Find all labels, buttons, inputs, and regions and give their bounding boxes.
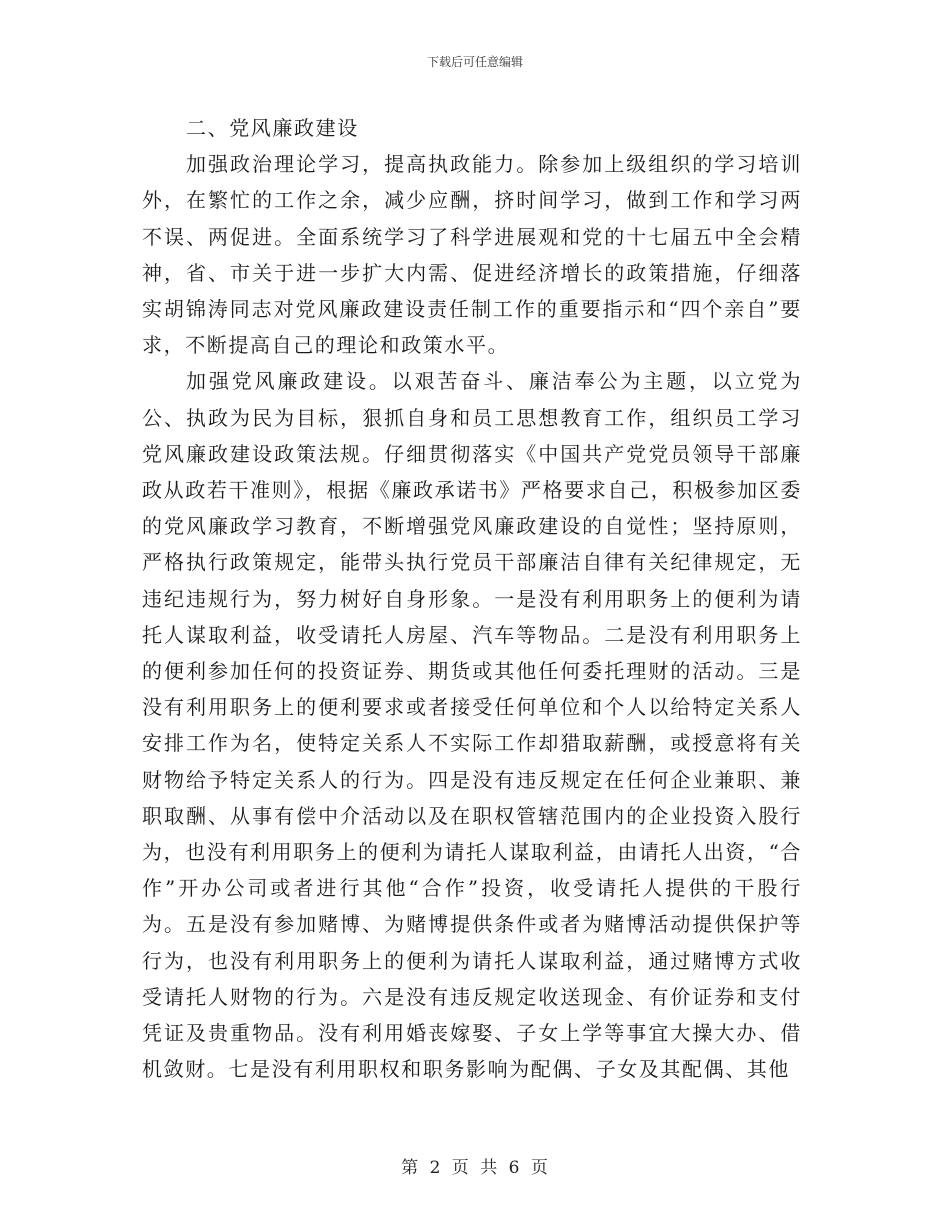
paragraph-party-conduct: 加强党风廉政建设。以艰苦奋斗、廉洁奉公为主题，以立党为公、执政为民为目标，狠抓自身和员工思想教育工作，组织员工学习党风廉政建设政策法规。仔细贯彻落实《中国共产党党员领导干部廉政从政若干准则》，根据《廉政承诺书》严格要求自己，积极参加区委的党风廉政学习教育，不断增强党风廉政建设的自觉性；坚持原则，严格执行政策规定，能带头执行党员干部廉洁自律有关纪律规定，无违纪违规行为，努力树好自身形象。一是没有利用职务上的便利为请托人谋取利益，收受请托人房屋、汽车等物品。二是没有利用职务上的便利参加任何的投资证券、期货或其他任何委托理财的活动。三是没有利用职务上的便利要求或者接受任何单位和个人以给特定关系人安排工作为名，使特定关系人不实际工作却猎取薪酬，或授意将有关财物给予特定关系人的行为。四是没有违反规定在任何企业兼职、兼职取酬、从事有偿中介活动以及在职权管辖范围内的企业投资入股行为，也没有利用职务上的便利为请托人谋取利益，由请托人出资，“合作”开办公司或者进行其他“合作”投资，收受请托人提供的干股行为。五是没有参加赌博、为赌博提供条件或者为赌博活动提供保护等行为，也没有利用职务上的便利为请托人谋取利益，通过赌博方式收受请托人财物的行为。六是没有违反规定收送现金、有价证券和支付凭证及贵重物品。没有利用婚丧嫁娶、子女上学等事宜大操大办、借机敛财。七是没有利用职权和职务影响为配偶、子女及其配偶、其他 (142, 369, 802, 1082)
total-pages: 6 (508, 1158, 521, 1178)
page-number (0, 1153, 950, 1178)
page-word: 页 (451, 1158, 470, 1178)
current-page: 2 (429, 1158, 442, 1178)
document-body (142, 110, 802, 1087)
total-prefix: 共 (480, 1158, 499, 1178)
page-suffix: 页 (530, 1158, 549, 1178)
page-header-note: 下载后可任意编辑 (426, 55, 523, 69)
paragraph-political-study: 加强政治理论学习，提高执政能力。除参加上级组织的学习培训外，在繁忙的工作之余，减少应酬，挤时间学习，做到工作和学习两不误、两促进。全面系统学习了科学进展观和党的十七届五中全会精神，省、市关于进一步扩大内需、促进经济增长的政策措施，仔细落实胡锦涛同志对党风廉政建设责任制工作的重要指示和“四个亲自”要求，不断提高自己的理论和政策水平。 (142, 152, 802, 358)
page-prefix: 第 (401, 1158, 420, 1178)
section-title: 二、党风廉政建设 (186, 116, 359, 140)
